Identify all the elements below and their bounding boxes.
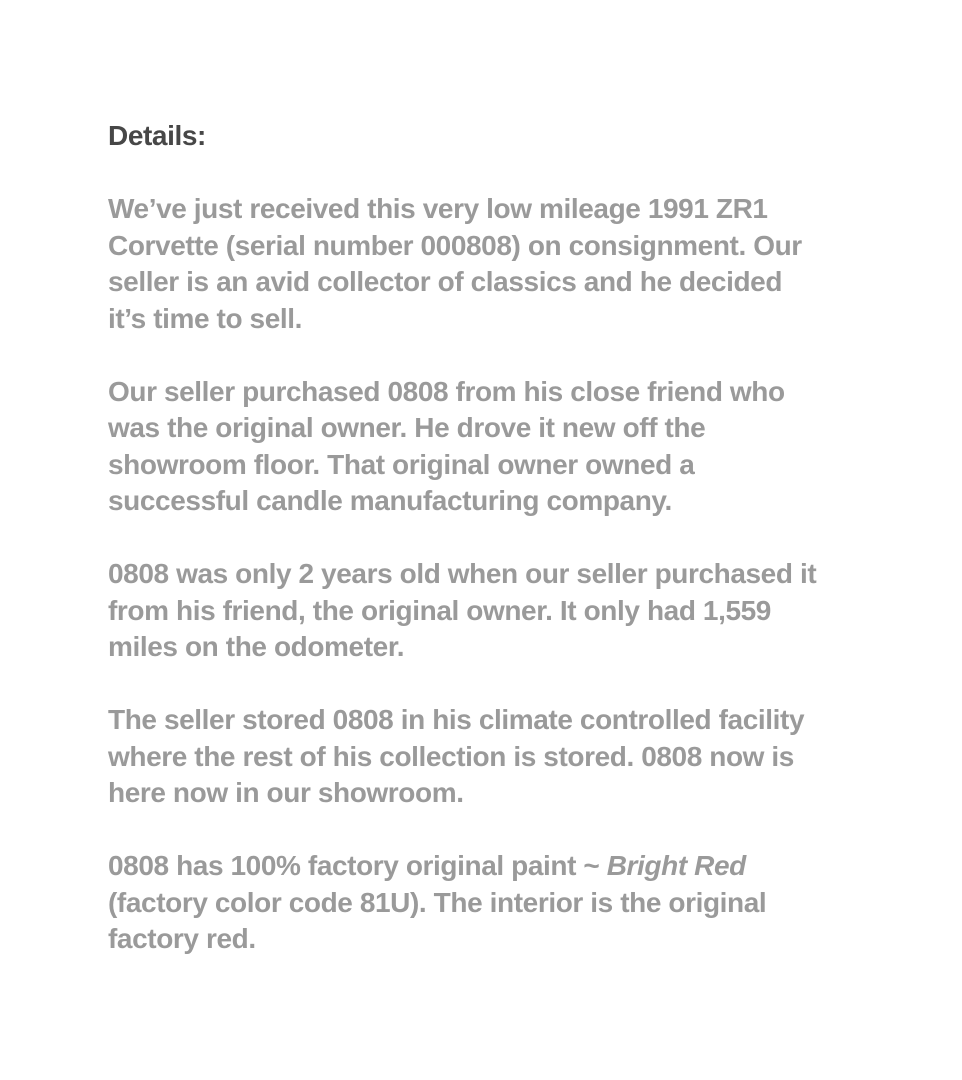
paragraph-line: miles on the odometer. [108, 631, 405, 662]
paragraph-line: 0808 was only 2 years old when our seller purchased it [108, 558, 817, 589]
paragraph-paint [108, 848, 962, 958]
paragraph-line: it’s time to sell. [108, 302, 303, 334]
paint-text-regular: 0808 has 100% factory original paint ~ [108, 850, 607, 881]
paragraph-line: Corvette (serial number 000808) on consignment. Our [108, 229, 802, 261]
paragraph-storage [108, 702, 962, 812]
paragraph-mileage [108, 556, 962, 666]
paragraph-line: The seller stored 0808 in his climate controlled facility [108, 704, 805, 735]
paint-color-name: Bright Red [606, 850, 746, 881]
paragraph-line: here now in our showroom. [108, 777, 464, 808]
details-section [108, 118, 962, 958]
paragraph-intro [108, 191, 962, 337]
paragraph-line: where the rest of his collection is stored. 0808 now is [108, 740, 794, 772]
paragraph-line: We’ve just received this very low mileage 1991 ZR1 [108, 193, 768, 224]
paragraph-line: was the original owner. He drove it new off the [108, 412, 706, 443]
paragraph-line: Our seller purchased 0808 from his close friend who [108, 375, 785, 407]
paragraph-line: from his friend, the original owner. It only had 1,559 [108, 594, 771, 626]
paragraph-purchase-history [108, 374, 962, 520]
paragraph-line [108, 848, 962, 885]
paragraph-line: showroom floor. That original owner owned a [108, 448, 695, 480]
paragraph-line: seller is an avid collector of classics and he decided [108, 266, 783, 297]
paragraph-line: (factory color code 81U). The interior is the original [108, 886, 767, 918]
paragraph-line: successful candle manufacturing company. [108, 485, 672, 516]
paragraph-line: factory red. [108, 923, 256, 954]
details-heading: Details: [108, 120, 206, 151]
